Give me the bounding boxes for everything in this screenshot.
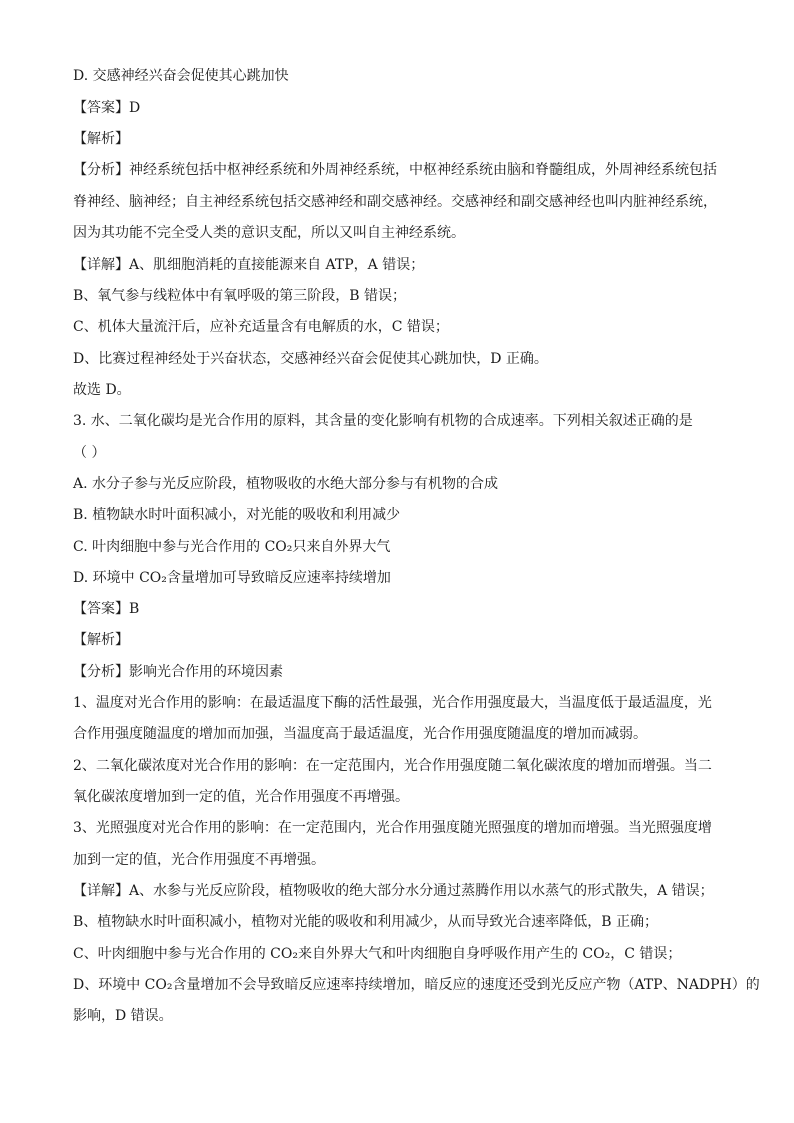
- option-a: A. 水分子参与光反应阶段，植物吸收的水绝大部分参与有机物的合成: [73, 476, 499, 492]
- analysis-line: 因为其功能不完全受人类的意识支配，所以又叫自主神经系统。: [73, 225, 465, 241]
- conclusion-line: 故选 D。: [73, 382, 131, 398]
- answer-label-q2: 【答案】D: [73, 100, 141, 116]
- detail-line: C、机体大量流汗后，应补充适量含有电解质的水，C 错误；: [73, 319, 449, 335]
- detail-line: C、叶肉细胞中参与光合作用的 CO₂来自外界大气和叶肉细胞自身呼吸作用产生的 CO₂，C 错误；: [73, 946, 682, 962]
- analysis-line: 【分析】神经系统包括中枢神经系统和外周神经系统，中枢神经系统由脑和脊髓组成，外周神经系统包括: [73, 162, 717, 178]
- detail-line: 【详解】A、肌细胞消耗的直接能源来自 ATP，A 错误；: [73, 257, 425, 273]
- detail-line: B、氧气参与线粒体中有氧呼吸的第三阶段，B 错误；: [73, 288, 407, 304]
- answer-label-q3: 【答案】B: [73, 601, 140, 617]
- detail-line: 【详解】A、水参与光反应阶段，植物吸收的绝大部分水分通过蒸腾作用以水蒸气的形式散失，A 错误；: [73, 883, 714, 899]
- analysis-line: 2、二氧化碳浓度对光合作用的影响：在一定范围内，光合作用强度随二氧化碳浓度的增加而增强。当二: [73, 758, 712, 774]
- detail-line: B、植物缺水时叶面积减小，植物对光能的吸收和利用减少，从而导致光合速率降低，B 正确；: [73, 914, 659, 930]
- analysis-line: 氧化碳浓度增加到一定的值，光合作用强度不再增强。: [73, 789, 409, 805]
- option-c: C. 叶肉细胞中参与光合作用的 CO₂只来自外界大气: [73, 539, 391, 555]
- analysis-line: 3、光照强度对光合作用的影响：在一定范围内，光合作用强度随光照强度的增加而增强。当光照强度增: [73, 820, 712, 836]
- detail-line: 影响，D 错误。: [73, 1008, 173, 1024]
- detail-line: D、比赛过程神经处于兴奋状态，交感神经兴奋会促使其心跳加快，D 正确。: [73, 351, 548, 367]
- option-d-prev: D. 交感神经兴奋会促使其心跳加快: [73, 68, 289, 84]
- question-3-stem: 3. 水、二氧化碳均是光合作用的原料，其含量的变化影响有机物的合成速率。下列相关叙述正确的是: [73, 413, 693, 429]
- analysis-line: 【分析】影响光合作用的环境因素: [73, 664, 283, 680]
- analysis-heading-q2: 【解析】: [73, 131, 129, 147]
- analysis-heading-q3: 【解析】: [73, 632, 129, 648]
- option-d: D. 环境中 CO₂含量增加可导致暗反应速率持续增加: [73, 570, 391, 586]
- question-3-blank: （ ）: [73, 445, 106, 461]
- analysis-line: 合作用强度随温度的增加而加强，当温度高于最适温度，光合作用强度随温度的增加而减弱。: [73, 726, 647, 742]
- analysis-line: 1、温度对光合作用的影响：在最适温度下酶的活性最强，光合作用强度最大，当温度低于最适温度，光: [73, 695, 712, 711]
- option-b: B. 植物缺水时叶面积减小，对光能的吸收和利用减少: [73, 507, 401, 523]
- analysis-line: 脊神经、脑神经；自主神经系统包括交感神经和副交感神经。交感神经和副交感神经也叫内脏神经系统，: [73, 194, 717, 210]
- analysis-line: 加到一定的值，光合作用强度不再增强。: [73, 852, 325, 868]
- detail-line: D、环境中 CO₂含量增加不会导致暗反应速率持续增加，暗反应的速度还受到光反应产物（ATP、NADPH）的: [73, 977, 760, 993]
